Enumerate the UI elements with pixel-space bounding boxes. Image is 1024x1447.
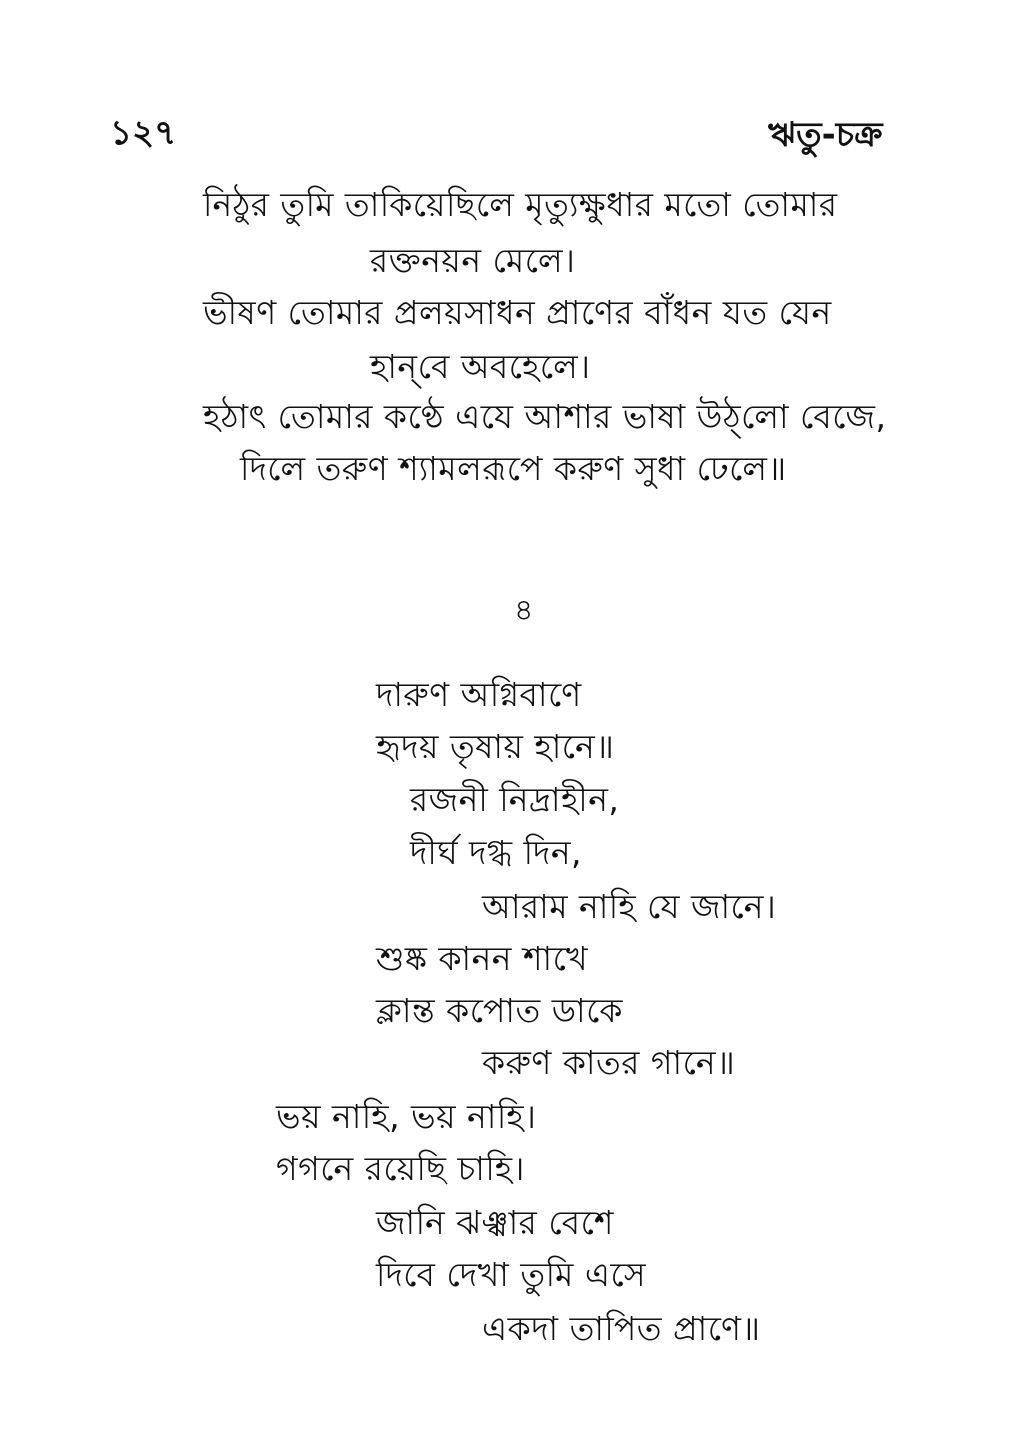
poem-line: জানি ঝঞ্ঝার বেশে [376,1203,614,1242]
section-number: ৪ [514,593,534,628]
poem-line: রজনী নিদ্রাহীন, [410,780,620,819]
poem-line: গগনে রয়েছি চাহি। [276,1149,525,1188]
poem-line: দারুণ অগ্নিবাণে [376,675,582,714]
poem-line: ভয় নাহি, ভয় নাহি। [276,1097,537,1136]
running-title: ঋতু-চক্র [768,115,883,155]
poem-line: রক্তনয়ন মেলে। [370,241,576,280]
poem-line: দীর্ঘ দগ্ধ দিন, [410,833,583,872]
poem-line: দিলে তরুণ শ্যামলরূপে করুণ সুধা ঢেলে॥ [240,449,787,488]
poem-line: ভীষণ তোমার প্রলয়সাধন প্রাণের বাঁধন যত যেন [203,293,832,332]
poem-line: ক্লান্ত কপোত ডাকে [376,991,623,1030]
poem-line: হৃদয় তৃষায় হানে॥ [376,727,615,766]
poem-line: একদা তাপিত প্রাণে॥ [482,1309,761,1348]
poem-line: করুণ কাতর গানে॥ [482,1043,736,1082]
poem-line: দিবে দেখা তুমি এসে [376,1255,647,1294]
poem-line: শুষ্ক কানন শাখে [376,939,589,978]
poem-line: হঠাৎ তোমার কণ্ঠে এযে আশার ভাষা উঠ্‌লো বেজে, [203,397,887,436]
poem-line: নিঠুর তুমি তাকিয়েছিলে মৃত্যুক্ষুধার মতো তোমার [203,185,838,224]
page-number: ১২৭ [110,113,177,153]
poem-line: আরাম নাহি যে জানে। [482,887,777,926]
poem-line: হান্‌বে অবহেলে। [370,347,591,386]
